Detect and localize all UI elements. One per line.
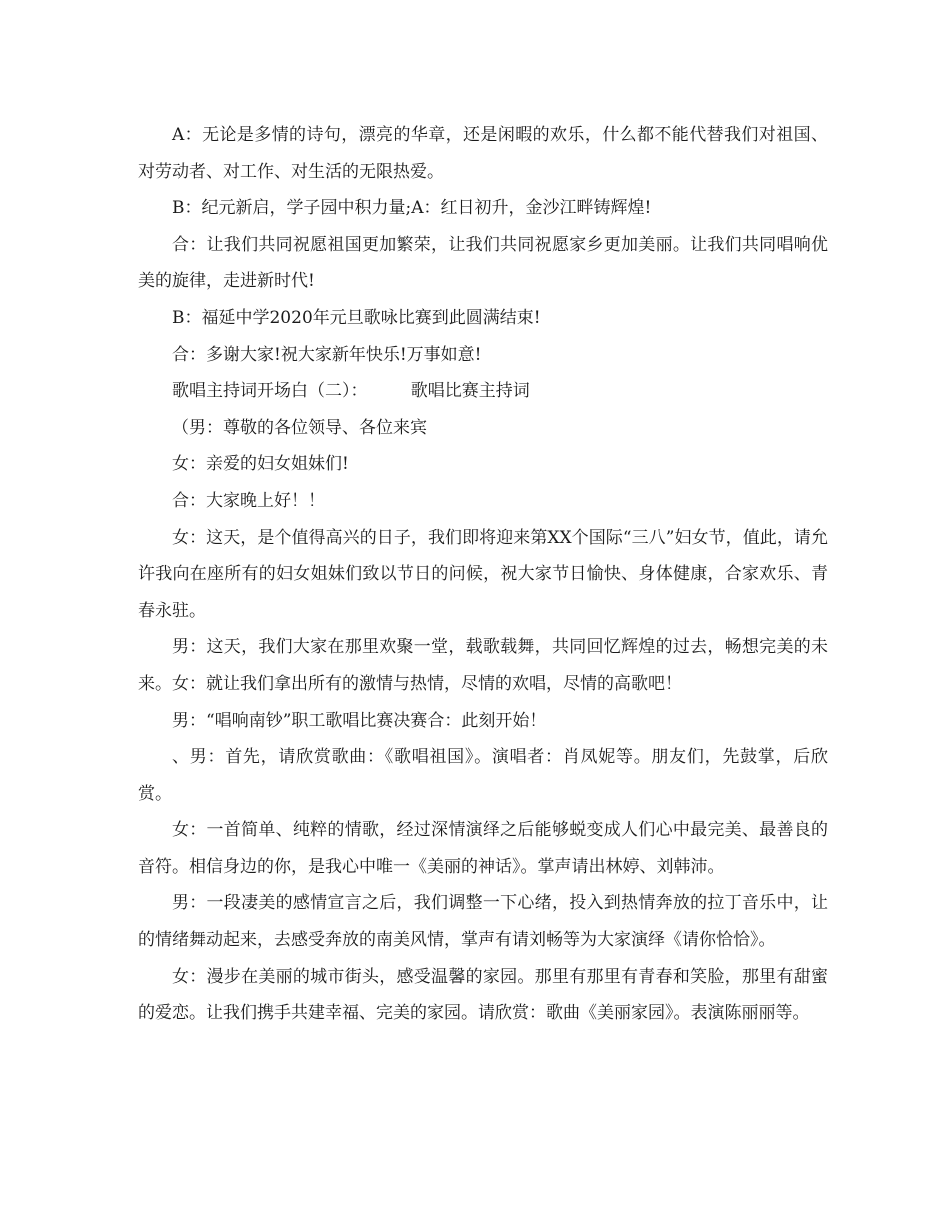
paragraph-10: 女：这天，是个值得高兴的日子，我们即将迎来第XX个国际“三八”妇女节，值此，请允许我向在座所有的妇女姐妹们致以节日的问候，祝大家节日愉快、身体健康，合家欢乐、青春永驻。 (138, 527, 828, 621)
paragraph-1: A：无论是多情的诗句，漂亮的华章，还是闲暇的欢乐，什么都不能代替我们对祖国、对劳动者、对工作、对生活的无限热爱。 (138, 125, 828, 182)
paragraph-11: 男：这天，我们大家在那里欢聚一堂，载歌载舞，共同回忆辉煌的过去，畅想完美的未来。女：就让我们拿出所有的激情与热情，尽情的欢唱，尽情的高歌吧！ (138, 637, 828, 694)
paragraph-2: B：纪元新启，学子园中积力量;A：红日初升，金沙江畔铸辉煌! (172, 198, 652, 219)
paragraph-9: 合：大家晚上好！！ (172, 490, 325, 511)
paragraph-4: B：福延中学2020年元旦歌咏比赛到此圆满结束! (172, 307, 541, 328)
paragraph-16: 女：漫步在美丽的城市街头，感受温馨的家园。那里有那里有青春和笑脸，那里有甜蜜的爱恋。让我们携手共建幸福、完美的家园。请欣赏：歌曲《美丽家园》。表演陈丽丽等。 (138, 966, 828, 1024)
document-body (138, 117, 828, 1032)
section-heading: 歌唱主持词开场白（二）： 歌唱比赛主持词 (172, 381, 530, 402)
paragraph-12: 男：“唱响南钞”职工歌唱比赛决赛合：此刻开始！ (172, 710, 547, 731)
paragraph-5: 合：多谢大家!祝大家新年快乐!万事如意! (172, 344, 482, 365)
paragraph-8: 女：亲爱的妇女姐妹们! (172, 454, 349, 475)
paragraph-7: （男：尊敬的各位领导、各位来宾 (172, 417, 427, 438)
paragraph-13: 、男：首先，请欣赏歌曲：《歌唱祖国》。演唱者：肖凤妮等。朋友们，先鼓掌，后欣赏。 (138, 747, 828, 804)
paragraph-15: 男：一段凄美的感情宣言之后，我们调整一下心绪，投入到热情奔放的拉丁音乐中，让的情绪舞动起来，去感受奔放的南美风情，掌声有请刘畅等为大家演绎《请你恰恰》。 (138, 893, 828, 951)
paragraph-14: 女：一首简单、纯粹的情歌，经过深情演绎之后能够蜕变成人们心中最完美、最善良的音符。相信身边的你，是我心中唯一《美丽的神话》。掌声请出林婷、刘韩沛。 (138, 820, 828, 877)
paragraph-3: 合：让我们共同祝愿祖国更加繁荣，让我们共同祝愿家乡更加美丽。让我们共同唱响优美的旋律，走进新时代! (138, 234, 828, 292)
